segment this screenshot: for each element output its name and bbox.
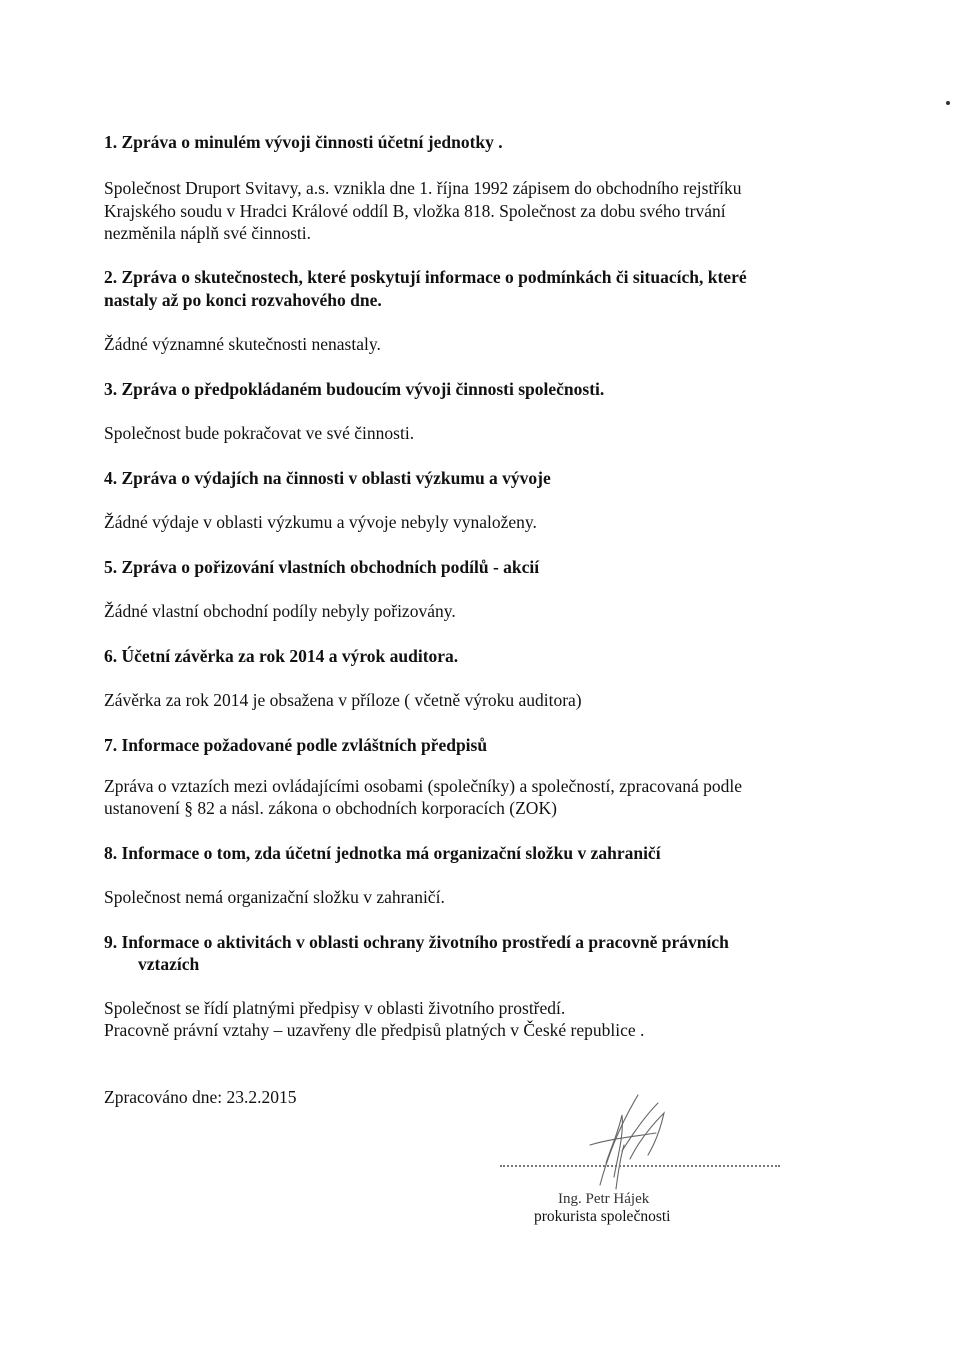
scan-speck (946, 101, 950, 105)
section-1-text-line-3: nezměnila náplň své činnosti. (104, 223, 312, 243)
prepared-date: Zpracováno dne: 23.2.2015 (104, 1087, 297, 1107)
section-2-heading-line-2: nastaly až po konci rozvahového dne. (104, 290, 382, 310)
section-4-text: Žádné výdaje v oblasti výzkumu a vývoje nebyly vynaloženy. (104, 512, 537, 532)
signature-line (500, 1165, 780, 1167)
signatory-role: prokurista společnosti (534, 1208, 671, 1225)
section-7-text-line-1: Zpráva o vztazích mezi ovládajícími osobami (společníky) a společností, zpracovaná podle (104, 776, 743, 796)
section-7-heading: 7. Informace požadované podle zvláštních předpisů (104, 735, 488, 755)
section-2-text: Žádné významné skutečnosti nenastaly. (104, 334, 381, 354)
section-3-text: Společnost bude pokračovat ve své činnosti. (104, 423, 415, 443)
section-7-text-line-2: ustanovení § 82 a násl. zákona o obchodních korporacích (ZOK) (104, 798, 557, 818)
section-1-heading: 1. Zpráva o minulém vývoji činnosti účetní jednotky . (104, 132, 503, 152)
section-8-text: Společnost nemá organizační složku v zahraničí. (104, 887, 445, 907)
section-9-text-line-2: Pracovně právní vztahy – uzavřeny dle předpisů platných v České republice . (104, 1020, 645, 1040)
section-4-heading: 4. Zpráva o výdajích na činnosti v oblasti výzkumu a vývoje (104, 468, 551, 488)
section-9-heading-line-2: vztazích (138, 954, 200, 974)
section-6-heading: 6. Účetní závěrka za rok 2014 a výrok auditora. (104, 646, 459, 666)
handwritten-signature (560, 1085, 690, 1195)
section-8-heading: 8. Informace o tom, zda účetní jednotka má organizační složku v zahraničí (104, 843, 661, 863)
section-3-heading: 3. Zpráva o předpokládaném budoucím vývoji činnosti společnosti. (104, 379, 605, 399)
section-9-text-line-1: Společnost se řídí platnými předpisy v oblasti životního prostředí. (104, 998, 566, 1018)
signatory-name: Ing. Petr Hájek (558, 1191, 650, 1207)
section-1-text-line-1: Společnost Druport Svitavy, a.s. vznikla dne 1. října 1992 zápisem do obchodního rejstříku (104, 178, 742, 198)
section-5-text: Žádné vlastní obchodní podíly nebyly pořizovány. (104, 601, 456, 621)
section-1-text-line-2: Krajského soudu v Hradci Králové oddíl B, vložka 818. Společnost za dobu svého trvání (104, 201, 726, 221)
section-6-text: Závěrka za rok 2014 je obsažena v příloze ( včetně výroku auditora) (104, 690, 582, 710)
section-5-heading: 5. Zpráva o pořizování vlastních obchodních podílů - akcií (104, 557, 540, 577)
section-2-heading-line-1: 2. Zpráva o skutečnostech, které poskytují informace o podmínkách či situacích, které (104, 267, 747, 287)
section-9-heading-line-1: 9. Informace o aktivitách v oblasti ochrany životního prostředí a pracovně právních (104, 932, 729, 952)
